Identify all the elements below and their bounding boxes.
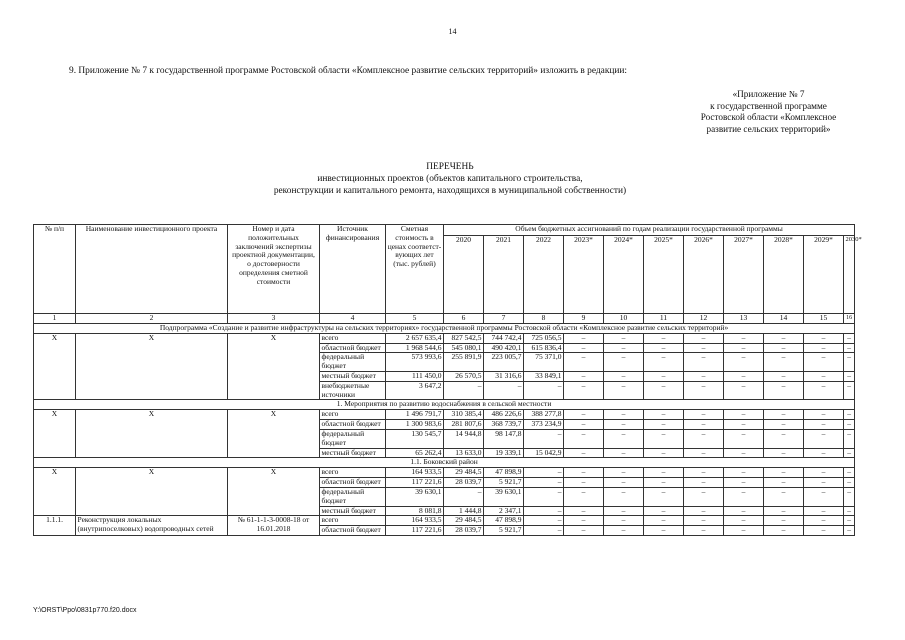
- row-value-dash: –: [604, 333, 644, 343]
- row-value-dash: –: [804, 410, 844, 420]
- row-value-dash: –: [604, 343, 644, 353]
- row-value-dash: –: [684, 410, 724, 420]
- column-number: 5: [386, 314, 444, 324]
- column-number-row: [34, 314, 855, 324]
- row-expertise: X: [228, 333, 320, 400]
- row-source: всего: [320, 333, 386, 343]
- row-value-dash: –: [644, 487, 684, 506]
- row-value-dash: –: [684, 429, 724, 448]
- column-number: 8: [524, 314, 564, 324]
- row-value-dash: –: [804, 516, 844, 526]
- row-value-dash: –: [764, 410, 804, 420]
- column-number: 7: [484, 314, 524, 324]
- row-value-2021: 368 739,7: [484, 420, 524, 430]
- header-expertise: Номер и дата положительных заключений экспертизы проектной документации, о достоверности определения сметной стоимости: [228, 225, 320, 314]
- appendix-line: к государственной программе: [710, 100, 827, 111]
- row-value-dash: –: [644, 420, 684, 430]
- header-year: 2020: [444, 236, 484, 314]
- appendix-line: развитие сельских территорий»: [706, 123, 831, 134]
- row-num: X: [34, 410, 76, 458]
- row-value-2020: 28 039,7: [444, 526, 484, 536]
- header-year: 2022: [524, 236, 564, 314]
- row-value-2021: 223 005,7: [484, 353, 524, 372]
- row-value-2021: 19 339,1: [484, 448, 524, 458]
- table-body: [34, 323, 855, 535]
- row-value-dash: –: [804, 506, 844, 516]
- row-value-dash: –: [724, 516, 764, 526]
- heading-line: инвестиционных проектов (объектов капитального строительства,: [317, 173, 583, 184]
- row-value-dash: –: [604, 420, 644, 430]
- row-value-dash: –: [564, 353, 604, 372]
- row-value-dash: –: [844, 371, 855, 381]
- page-number: 14: [448, 27, 457, 36]
- row-value-dash: –: [604, 429, 644, 448]
- row-value-dash: –: [724, 381, 764, 400]
- row-cost: 117 221,6: [386, 478, 444, 488]
- row-value-dash: –: [764, 429, 804, 448]
- row-value-dash: –: [844, 526, 855, 536]
- row-value-dash: –: [724, 478, 764, 488]
- column-number: 4: [320, 314, 386, 324]
- row-value-dash: –: [844, 343, 855, 353]
- table-row: [34, 516, 855, 526]
- row-value-dash: –: [564, 478, 604, 488]
- row-value-2020: 13 633,0: [444, 448, 484, 458]
- row-value-dash: –: [844, 468, 855, 478]
- row-value-dash: –: [724, 420, 764, 430]
- row-cost: 117 221,6: [386, 526, 444, 536]
- row-value-dash: –: [644, 410, 684, 420]
- header-year: 2024*: [604, 236, 644, 314]
- row-value-dash: –: [724, 448, 764, 458]
- row-value-dash: –: [684, 371, 724, 381]
- header-cost: Сметная стоимость в ценах соответст-вующих лет (тыс. рублей): [386, 225, 444, 314]
- table-row: [34, 333, 855, 343]
- table-row: [34, 468, 855, 478]
- row-value-dash: –: [684, 343, 724, 353]
- row-cost: 39 630,1: [386, 487, 444, 506]
- row-value-dash: –: [724, 487, 764, 506]
- row-value-2020: 545 080,1: [444, 343, 484, 353]
- row-cost: 111 450,0: [386, 371, 444, 381]
- header-name: Наименование инвестиционного проекта: [76, 225, 228, 314]
- row-source: областной бюджет: [320, 343, 386, 353]
- row-value-dash: –: [604, 516, 644, 526]
- row-value-dash: –: [604, 487, 644, 506]
- row-value-dash: –: [564, 420, 604, 430]
- row-value-dash: –: [724, 526, 764, 536]
- column-number: 13: [724, 314, 764, 324]
- subprogram-row: [34, 323, 855, 333]
- row-source: всего: [320, 468, 386, 478]
- row-value-dash: –: [764, 333, 804, 343]
- header-year: 2025*: [644, 236, 684, 314]
- row-value-2020: 310 385,4: [444, 410, 484, 420]
- row-value-dash: –: [804, 487, 844, 506]
- header-volume: Объем бюджетных ассигнований по годам реализации государственной программы: [444, 225, 855, 236]
- row-value-2020: –: [444, 487, 484, 506]
- district-row-cell: 1.1. Боковский район: [34, 458, 855, 468]
- row-value-dash: –: [564, 371, 604, 381]
- appendix-line: «Приложение № 7: [732, 89, 805, 99]
- row-value-dash: –: [684, 420, 724, 430]
- row-value-dash: –: [644, 526, 684, 536]
- row-value-dash: –: [844, 478, 855, 488]
- row-value-2020: 28 039,7: [444, 478, 484, 488]
- row-value-dash: –: [764, 448, 804, 458]
- row-source: местный бюджет: [320, 371, 386, 381]
- row-value-dash: –: [564, 468, 604, 478]
- appendix-line: Ростовской области «Комплексное: [700, 112, 837, 123]
- row-value-dash: –: [724, 410, 764, 420]
- row-value-2020: 14 944,8: [444, 429, 484, 448]
- column-number: 2: [76, 314, 228, 324]
- row-value-dash: –: [684, 506, 724, 516]
- row-value-2021: 2 347,1: [484, 506, 524, 516]
- row-value-dash: –: [604, 448, 644, 458]
- row-value-dash: –: [764, 420, 804, 430]
- column-number: 3: [228, 314, 320, 324]
- row-value-dash: –: [764, 343, 804, 353]
- row-value-dash: –: [764, 526, 804, 536]
- table-row: [34, 410, 855, 420]
- row-value-dash: –: [844, 410, 855, 420]
- row-value-dash: –: [804, 381, 844, 400]
- row-source: всего: [320, 516, 386, 526]
- row-cost: 8 081,8: [386, 506, 444, 516]
- row-value-2022: 615 836,4: [524, 343, 564, 353]
- heading-line: реконструкции и капитального ремонта, находящихся в муниципальной собственности): [273, 185, 627, 196]
- column-number: 14: [764, 314, 804, 324]
- row-expertise: № 61-1-1-3-0008-18 от 16.01.2018: [228, 516, 320, 536]
- row-value-2020: 827 542,5: [444, 333, 484, 343]
- row-expertise: X: [228, 468, 320, 516]
- column-number: 1: [34, 314, 76, 324]
- row-project-name: Реконструкция локальных (внутрипоселковых) водопроводных сетей: [76, 516, 228, 536]
- row-source: областной бюджет: [320, 478, 386, 488]
- row-value-dash: –: [804, 448, 844, 458]
- row-value-2022: –: [524, 468, 564, 478]
- row-value-2022: 75 371,0: [524, 353, 564, 372]
- header-year: 2026*: [684, 236, 724, 314]
- row-value-2021: 47 898,9: [484, 516, 524, 526]
- column-number: 10: [604, 314, 644, 324]
- row-value-dash: –: [804, 420, 844, 430]
- appendix-caption: [640, 89, 897, 135]
- row-source: областной бюджет: [320, 420, 386, 430]
- row-value-dash: –: [644, 478, 684, 488]
- row-cost: 1 300 983,6: [386, 420, 444, 430]
- footer-file-path: Y:\ORST\Ppo\0831p770.f20.docx: [33, 607, 137, 614]
- row-value-dash: –: [604, 381, 644, 400]
- district-row: [34, 458, 855, 468]
- row-value-dash: –: [564, 506, 604, 516]
- row-value-dash: –: [644, 448, 684, 458]
- row-value-dash: –: [644, 506, 684, 516]
- row-value-dash: –: [844, 381, 855, 400]
- row-value-2021: 39 630,1: [484, 487, 524, 506]
- row-value-dash: –: [604, 468, 644, 478]
- row-value-dash: –: [764, 506, 804, 516]
- row-value-dash: –: [644, 333, 684, 343]
- row-source: всего: [320, 410, 386, 420]
- row-value-dash: –: [564, 448, 604, 458]
- row-value-dash: –: [844, 420, 855, 430]
- row-value-dash: –: [804, 429, 844, 448]
- row-value-dash: –: [684, 448, 724, 458]
- row-value-dash: –: [644, 353, 684, 372]
- row-value-dash: –: [564, 381, 604, 400]
- row-expertise: X: [228, 410, 320, 458]
- row-value-dash: –: [844, 487, 855, 506]
- row-value-2021: –: [484, 381, 524, 400]
- row-value-dash: –: [764, 487, 804, 506]
- header-year: 2021: [484, 236, 524, 314]
- row-value-dash: –: [644, 381, 684, 400]
- row-value-2022: 15 042,9: [524, 448, 564, 458]
- intro-paragraph: 9. Приложение № 7 к государственной программе Ростовской области «Комплексное развитие сельских территорий» изложить в редакции:: [69, 66, 628, 76]
- row-value-dash: –: [724, 353, 764, 372]
- row-cost: 65 262,4: [386, 448, 444, 458]
- row-value-2022: –: [524, 516, 564, 526]
- row-value-dash: –: [604, 371, 644, 381]
- row-num: X: [34, 333, 76, 400]
- column-number: 16: [844, 314, 855, 324]
- row-value-dash: –: [644, 468, 684, 478]
- row-value-dash: –: [804, 333, 844, 343]
- header-year: 2029*: [804, 236, 844, 314]
- row-value-2021: 98 147,8: [484, 429, 524, 448]
- row-value-dash: –: [804, 353, 844, 372]
- header-year: 2028*: [764, 236, 804, 314]
- row-cost: 164 933,5: [386, 468, 444, 478]
- row-value-2022: –: [524, 506, 564, 516]
- row-value-dash: –: [644, 371, 684, 381]
- row-value-2021: 47 898,9: [484, 468, 524, 478]
- row-value-2022: –: [524, 487, 564, 506]
- row-value-2022: 388 277,8: [524, 410, 564, 420]
- row-value-dash: –: [844, 353, 855, 372]
- row-project-name: X: [76, 410, 228, 458]
- header-year: 2030*: [844, 236, 855, 314]
- row-value-2021: 5 921,7: [484, 478, 524, 488]
- row-value-2021: 490 420,1: [484, 343, 524, 353]
- row-value-dash: –: [724, 333, 764, 343]
- row-value-2022: 725 056,5: [524, 333, 564, 343]
- row-value-dash: –: [804, 343, 844, 353]
- row-value-2020: 29 484,5: [444, 516, 484, 526]
- column-number: 11: [644, 314, 684, 324]
- row-value-dash: –: [684, 468, 724, 478]
- row-source: областной бюджет: [320, 526, 386, 536]
- row-value-dash: –: [564, 343, 604, 353]
- row-value-2022: –: [524, 381, 564, 400]
- row-value-dash: –: [724, 506, 764, 516]
- row-value-dash: –: [604, 353, 644, 372]
- row-value-dash: –: [684, 333, 724, 343]
- row-source: федеральный бюджет: [320, 353, 386, 372]
- row-source: федеральный бюджет: [320, 487, 386, 506]
- row-cost: 1 496 791,7: [386, 410, 444, 420]
- row-value-dash: –: [644, 343, 684, 353]
- row-project-name: X: [76, 333, 228, 400]
- row-value-dash: –: [844, 448, 855, 458]
- row-value-dash: –: [724, 429, 764, 448]
- row-value-2020: 255 891,9: [444, 353, 484, 372]
- row-value-dash: –: [804, 526, 844, 536]
- row-value-dash: –: [644, 516, 684, 526]
- row-value-dash: –: [604, 410, 644, 420]
- row-value-2020: –: [444, 381, 484, 400]
- row-project-name: X: [76, 468, 228, 516]
- row-value-dash: –: [684, 526, 724, 536]
- row-value-dash: –: [684, 487, 724, 506]
- row-value-dash: –: [564, 516, 604, 526]
- row-value-2020: 26 570,5: [444, 371, 484, 381]
- column-number: 12: [684, 314, 724, 324]
- row-value-2020: 281 807,6: [444, 420, 484, 430]
- row-value-2020: 1 444,8: [444, 506, 484, 516]
- row-value-dash: –: [764, 478, 804, 488]
- row-source: внебюджетные источники: [320, 381, 386, 400]
- column-number: 6: [444, 314, 484, 324]
- row-value-dash: –: [844, 506, 855, 516]
- row-value-2021: 744 742,4: [484, 333, 524, 343]
- row-value-2022: 33 849,1: [524, 371, 564, 381]
- row-value-2022: 373 234,9: [524, 420, 564, 430]
- row-value-dash: –: [684, 381, 724, 400]
- column-number: 15: [804, 314, 844, 324]
- row-value-dash: –: [604, 526, 644, 536]
- row-value-dash: –: [764, 353, 804, 372]
- row-value-2021: 31 316,6: [484, 371, 524, 381]
- row-value-2022: –: [524, 478, 564, 488]
- row-value-dash: –: [564, 487, 604, 506]
- row-cost: 1 968 544,6: [386, 343, 444, 353]
- row-value-2020: 29 484,5: [444, 468, 484, 478]
- row-value-dash: –: [724, 371, 764, 381]
- row-cost: 164 933,5: [386, 516, 444, 526]
- row-value-2021: 486 226,6: [484, 410, 524, 420]
- row-value-dash: –: [564, 410, 604, 420]
- row-source: местный бюджет: [320, 506, 386, 516]
- row-value-dash: –: [764, 381, 804, 400]
- row-value-dash: –: [844, 429, 855, 448]
- row-value-dash: –: [844, 516, 855, 526]
- row-cost: 573 993,6: [386, 353, 444, 372]
- row-value-dash: –: [804, 371, 844, 381]
- header-source: Источник финансирования: [320, 225, 386, 314]
- row-value-dash: –: [564, 333, 604, 343]
- row-source: местный бюджет: [320, 448, 386, 458]
- row-value-2021: 5 921,7: [484, 526, 524, 536]
- subprogram-row-cell: Подпрограмма «Создание и развитие инфраструктуры на сельских территориях» государственной программы Ростовской области «Комплексное развитие сельских территорий»: [34, 323, 855, 333]
- row-value-dash: –: [644, 429, 684, 448]
- heading-title: ПЕРЕЧЕНЬ: [426, 162, 474, 172]
- row-value-dash: –: [684, 478, 724, 488]
- header-year: 2023*: [564, 236, 604, 314]
- investment-projects-table: [33, 224, 862, 536]
- header-num: № п/п: [34, 225, 76, 314]
- row-value-dash: –: [764, 371, 804, 381]
- column-number: 9: [564, 314, 604, 324]
- row-value-dash: –: [724, 343, 764, 353]
- row-value-2022: –: [524, 429, 564, 448]
- section-row-cell: 1. Мероприятия по развитию водоснабжения в сельской местности: [34, 400, 855, 410]
- row-cost: 2 657 635,4: [386, 333, 444, 343]
- row-num: X: [34, 468, 76, 516]
- row-value-dash: –: [764, 468, 804, 478]
- row-source: федеральный бюджет: [320, 429, 386, 448]
- row-value-dash: –: [764, 516, 804, 526]
- row-value-dash: –: [564, 526, 604, 536]
- row-value-dash: –: [844, 333, 855, 343]
- row-value-dash: –: [604, 478, 644, 488]
- section-row: [34, 400, 855, 410]
- row-value-dash: –: [684, 516, 724, 526]
- header-year: 2027*: [724, 236, 764, 314]
- row-cost: 3 647,2: [386, 381, 444, 400]
- row-value-dash: –: [724, 468, 764, 478]
- row-value-dash: –: [684, 353, 724, 372]
- row-value-2022: –: [524, 526, 564, 536]
- document-heading: [150, 162, 750, 197]
- row-value-dash: –: [804, 478, 844, 488]
- row-value-dash: –: [564, 429, 604, 448]
- row-value-dash: –: [604, 506, 644, 516]
- table-header-row: [34, 225, 855, 236]
- row-value-dash: –: [804, 468, 844, 478]
- row-cost: 130 545,7: [386, 429, 444, 448]
- row-num: 1.1.1.: [34, 516, 76, 536]
